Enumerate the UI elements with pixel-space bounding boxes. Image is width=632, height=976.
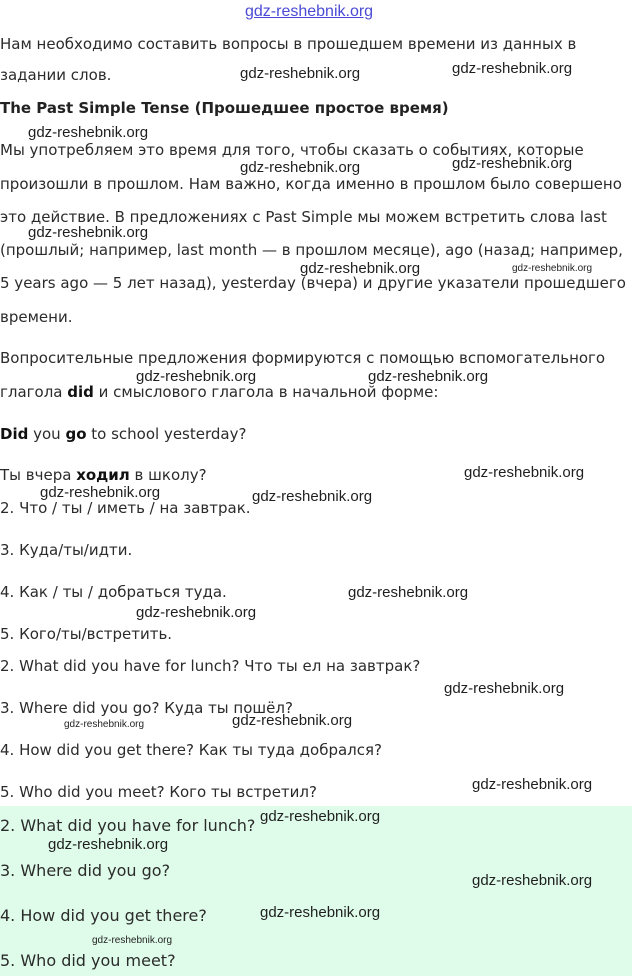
- watermark: gdz-reshebnik.org: [348, 584, 469, 601]
- watermark: gdz-reshebnik.org: [28, 124, 149, 141]
- answer-item: 5. Who did you meet?: [0, 951, 176, 970]
- text-segment: в школу?: [129, 466, 207, 484]
- task-item: 2. Что / ты / иметь / на завтрак.: [0, 499, 251, 517]
- task-item: 5. Кого/ты/встретить.: [0, 625, 173, 643]
- task-item: 4. Как / ты / добраться туда.: [0, 583, 227, 601]
- watermark: gdz-reshebnik.org: [260, 808, 381, 825]
- bold-word: go: [65, 425, 87, 443]
- paragraph-line: произошли в прошлом. Нам важно, когда именно в прошлом было совершено: [0, 175, 622, 193]
- watermark: gdz-reshebnik.org: [472, 872, 593, 889]
- watermark: gdz-reshebnik.org: [464, 464, 585, 481]
- watermark: gdz-reshebnik.org: [64, 719, 145, 730]
- watermark: gdz-reshebnik.org: [232, 712, 353, 729]
- example-russian: [0, 466, 207, 484]
- paragraph-line: времени.: [0, 308, 73, 326]
- bold-word: Did: [0, 425, 29, 443]
- answer-item: 3. Where did you go?: [0, 861, 171, 880]
- intro-line: задании слов.: [0, 66, 112, 84]
- watermark: gdz-reshebnik.org: [260, 904, 381, 921]
- intro-line: Нам необходимо составить вопросы в прошедшем времени из данных в: [0, 35, 577, 53]
- translation-item: 2. What did you have for lunch? Что ты ел на завтрак?: [0, 657, 421, 675]
- paragraph-line: (прошлый; например, last month — в прошлом месяце), ago (назад; например,: [0, 241, 623, 259]
- watermark: gdz-reshebnik.org: [252, 488, 373, 505]
- watermark: gdz-reshebnik.org: [40, 484, 161, 501]
- translation-item: 4. How did you get there? Как ты туда добрался?: [0, 741, 382, 759]
- answer-item: 2. What did you have for lunch?: [0, 816, 256, 835]
- watermark: gdz-reshebnik.org: [444, 680, 565, 697]
- answer-item: 4. How did you get there?: [0, 906, 207, 925]
- section-heading: The Past Simple Tense (Прошедшее простое время): [0, 99, 449, 117]
- watermark: gdz-reshebnik.org: [240, 159, 361, 176]
- text-segment: и смыслового глагола в начальной форме:: [93, 383, 439, 401]
- watermark: gdz-reshebnik.org: [240, 65, 361, 82]
- translation-item: 3. Where did you go? Куда ты пошёл?: [0, 699, 293, 717]
- text-segment: you: [28, 425, 66, 443]
- watermark: gdz-reshebnik.org: [368, 368, 489, 385]
- watermark-top-link[interactable]: gdz-reshebnik.org: [245, 3, 374, 20]
- watermark: gdz-reshebnik.org: [472, 776, 593, 793]
- text-segment: глагола: [0, 383, 68, 401]
- paragraph-line: Вопросительные предложения формируются с помощью вспомогательного: [0, 349, 606, 367]
- paragraph-line: 5 years ago — 5 лет назад), yesterday (вчера) и другие указатели прошедшего: [0, 274, 626, 292]
- paragraph-line: это действие. В предложениях с Past Simple мы можем встретить слова last: [0, 208, 607, 226]
- watermark: gdz-reshebnik.org: [48, 836, 169, 853]
- bold-word: ходил: [76, 466, 130, 484]
- task-item: 3. Куда/ты/идти.: [0, 541, 133, 559]
- text-segment: Ты вчера: [0, 466, 77, 484]
- watermark: gdz-reshebnik.org: [92, 935, 173, 946]
- watermark: gdz-reshebnik.org: [136, 604, 257, 621]
- paragraph-line: Мы употребляем это время для того, чтобы сказать о событиях, которые: [0, 141, 584, 159]
- bold-word: did: [67, 383, 94, 401]
- watermark: gdz-reshebnik.org: [512, 263, 593, 274]
- example-english: [0, 425, 246, 443]
- watermark: gdz-reshebnik.org: [300, 260, 421, 277]
- watermark: gdz-reshebnik.org: [28, 224, 149, 241]
- paragraph-line: [0, 383, 438, 401]
- watermark: gdz-reshebnik.org: [452, 155, 573, 172]
- watermark: gdz-reshebnik.org: [452, 60, 573, 77]
- translation-item: 5. Who did you meet? Кого ты встретил?: [0, 783, 317, 801]
- watermark: gdz-reshebnik.org: [136, 368, 257, 385]
- text-segment: to school yesterday?: [86, 425, 247, 443]
